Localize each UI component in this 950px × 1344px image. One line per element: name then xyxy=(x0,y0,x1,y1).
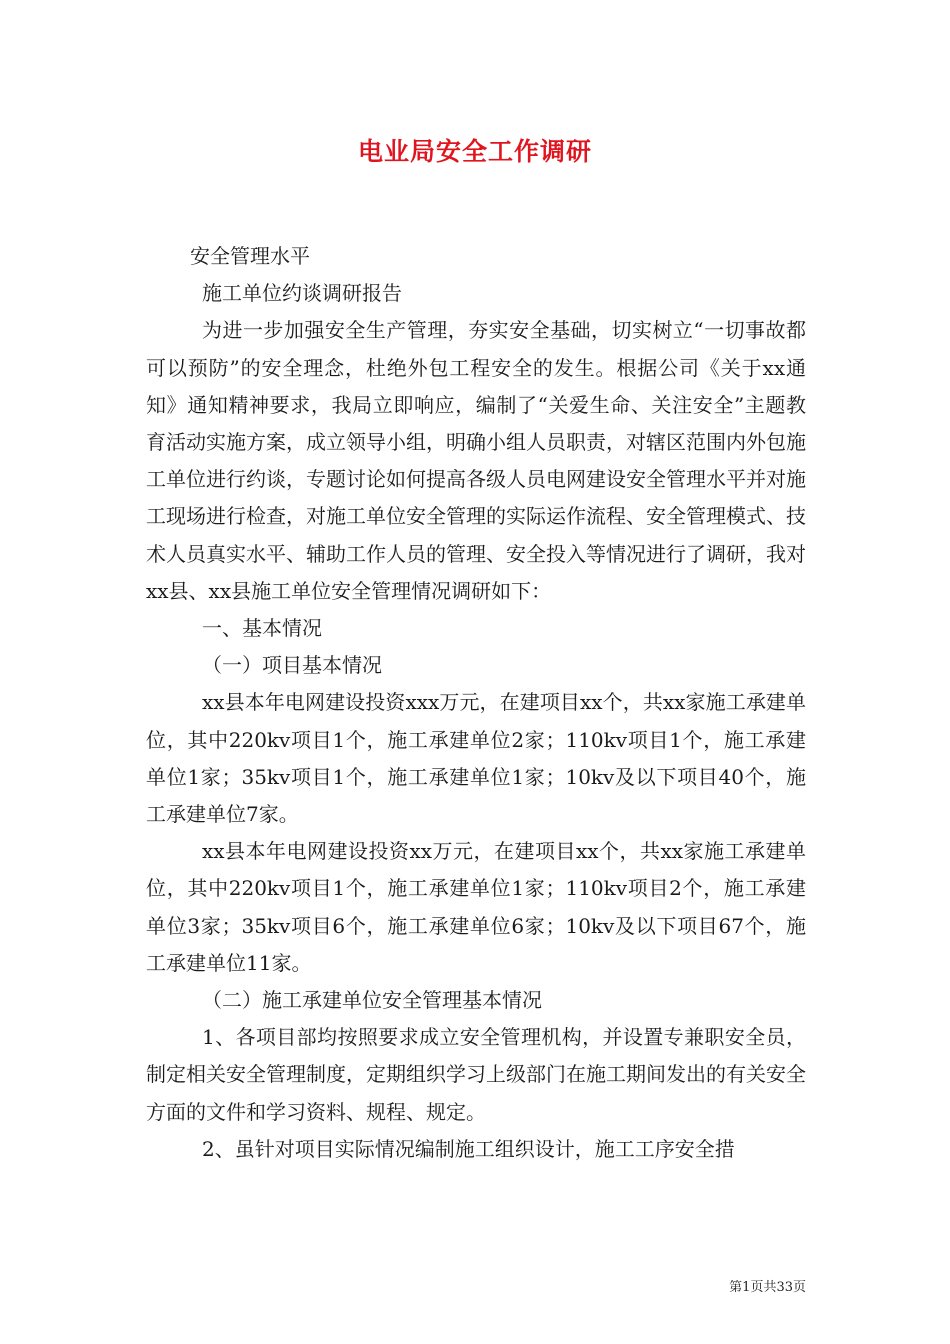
page-number-footer: 第1页共33页 xyxy=(729,1280,806,1295)
document-body xyxy=(146,238,806,1168)
paragraph-intro: 为进一步加强安全生产管理，夯实安全基础，切实树立“一切事故都可以预防”的安全理念，杜绝外包工程安全的发生。根据公司《关于xx通知》通知精神要求，我局立即响应，编制了“关爱生命、关注安全”主题教育活动实施方案，成立领导小组，明确小组人员职责，对辖区范围内外包施工单位进行约谈，专题讨论如何提高各级人员电网建设安全管理水平并对施工现场进行检查，对施工单位安全管理的实际运作流程、安全管理模式、技术人员真实水平、辅助工作人员的管理、安全投入等情况进行了调研，我对xx县、xx县施工单位安全管理情况调研如下： xyxy=(146,318,806,603)
page-title: 电业局安全工作调研 xyxy=(357,137,592,166)
paragraph-item-2: 2、虽针对项目实际情况编制施工组织设计，施工工序安全措 xyxy=(202,1136,735,1161)
paragraph-heading-1: 安全管理水平 xyxy=(190,244,310,268)
paragraph-county-1: xx县本年电网建设投资xxx万元，在建项目xx个，共xx家施工承建单位，其中220kv项目1个，施工承建单位2家；110kv项目1个，施工承建单位1家；35kv项目1个，施工承建单位1家；10kv及以下项目40个，施工承建单位7家。 xyxy=(146,690,806,827)
paragraph-county-2: xx县本年电网建设投资xx万元，在建项目xx个，共xx家施工承建单位，其中220kv项目1个，施工承建单位1家；110kv项目2个，施工承建单位3家；35kv项目6个，施工承建单位6家；10kv及以下项目67个，施工承建单位11家。 xyxy=(146,839,806,975)
paragraph-item-1: 1、各项目部均按照要求成立安全管理机构，并设置专兼职安全员，制定相关安全管理制度，定期组织学习上级部门在施工期间发出的有关安全方面的文件和学习资料、规程、规定。 xyxy=(146,1025,806,1124)
subsection-heading-project: （一）项目基本情况 xyxy=(202,653,382,678)
paragraph-heading-2: 施工单位约谈调研报告 xyxy=(202,281,402,306)
subsection-heading-safety: （二）施工承建单位安全管理基本情况 xyxy=(202,988,542,1013)
section-heading-basic: 一、基本情况 xyxy=(202,616,322,641)
